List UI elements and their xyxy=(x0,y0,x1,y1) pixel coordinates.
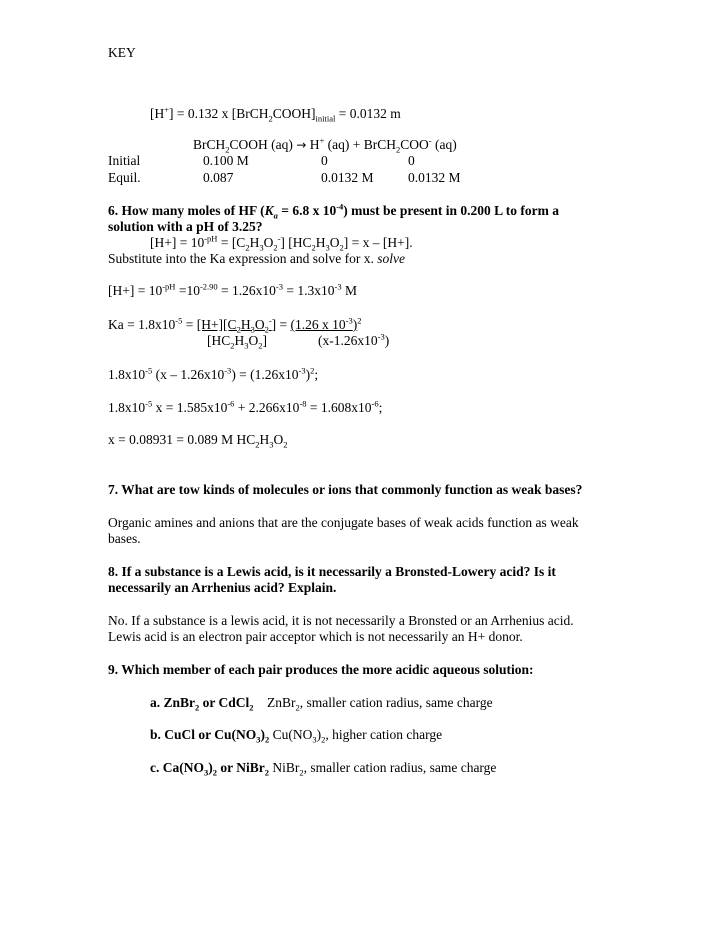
q9-part-a: a. ZnBr$_2$ or CdCl$_2$ ZnBr$_2$, smaller cation radius, same charge xyxy=(150,695,493,713)
equil-h: 0.0132 M xyxy=(321,170,374,185)
q6-h-expression: $[H+] = 10^{-pH} = [C_2H_3O_2^-] [HC_2H_3O_2] = x - [H+]$. xyxy=(150,233,413,253)
q7-answer-line-1: Organic amines and anions that are the conjugate bases of weak acids function as weak xyxy=(108,515,579,530)
q6-ka-denominator-1: $[HC_2H_3O_2]$ xyxy=(207,333,267,351)
question-6-line-1: 6. How many moles of HF ($K_a = 6.8$ x $10^{-4}$) must be present in 0.200 L to form a xyxy=(108,201,560,221)
q9-part-c: c. $Ca(NO_3)_2$ or NiBr$_2$ NiBr$_2$, smaller cation radius, same charge xyxy=(150,760,497,778)
q6-h-value-line: $[H+] = 10^{-pH} =10^{-2.90} = 1.26x10^{-3} = 1.3x10^{-3}$ M xyxy=(108,281,357,298)
q8-answer-line-1: No. If a substance is a lewis acid, it is not necessarily a Bronsted or an Arrhenius acid. xyxy=(108,613,574,628)
q6-ka-numerator-line: $Ka = 1.8x10^{-5} = [H+][C_2H_3O_2^-] = (1.26$ x $10^{-3})^2$ xyxy=(108,315,362,335)
question-6-line-2: solution with a pH of 3.25? xyxy=(108,219,263,234)
q9-part-b: b. CuCl or $Cu(NO_3)_2$ $Cu(NO_3)_2$, higher cation charge xyxy=(150,727,443,745)
question-7: 7. What are tow kinds of molecules or ions that commonly function as weak bases? xyxy=(108,482,583,497)
key-label: KEY xyxy=(108,45,136,60)
q6-ka-denominator-2: $(x-1.26x10^{-3})$ xyxy=(318,331,390,348)
question-8-line-2: necessarily an Arrhenius acid? Explain. xyxy=(108,580,337,595)
question-9: 9. Which member of each pair produces the more acidic aqueous solution: xyxy=(108,662,534,677)
dissociation-reaction: BrCH$_2$COOH (aq) → H+ (aq) + BrCH$_2$COO- (aq) xyxy=(193,135,457,155)
initial-h: 0 xyxy=(321,153,328,168)
q6-result: x = 0.08931 = 0.089 M $HC_2H_3O_2$ xyxy=(108,432,288,450)
h-concentration-line: [H+] = 0.132 x $[BrCH_2COOH]_{initial} = 0.0132$ m xyxy=(150,104,401,124)
right-arrow-icon: → xyxy=(296,138,307,152)
equil-acid: 0.087 xyxy=(203,170,234,185)
q7-answer-line-2: bases. xyxy=(108,531,141,546)
q8-answer-line-2: Lewis acid is an electron pair acceptor which is not necessarily an H+ donor. xyxy=(108,629,523,644)
q6-substitute-line: Substitute into the Ka expression and solve for x. solve xyxy=(108,251,405,266)
initial-base: 0 xyxy=(408,153,415,168)
initial-row-label: Initial xyxy=(108,153,141,168)
q6-equation-2: $1.8x10^{-5}$ $x = 1.585x10^{-6} + 2.266x10^{-8} = 1.608x10^{-6}$; xyxy=(108,398,383,415)
equil-base: 0.0132 M xyxy=(408,170,461,185)
initial-acid: 0.100 M xyxy=(203,153,249,168)
question-8-line-1: 8. If a substance is a Lewis acid, is it necessarily a Bronsted-Lowery acid? Is it xyxy=(108,564,556,579)
equil-row-label: Equil. xyxy=(108,170,141,185)
q6-equation-1: $1.8x10^{-5}$ $(x - 1.26x10^{-3}) = (1.26x10^{-3})^2$; xyxy=(108,365,319,382)
